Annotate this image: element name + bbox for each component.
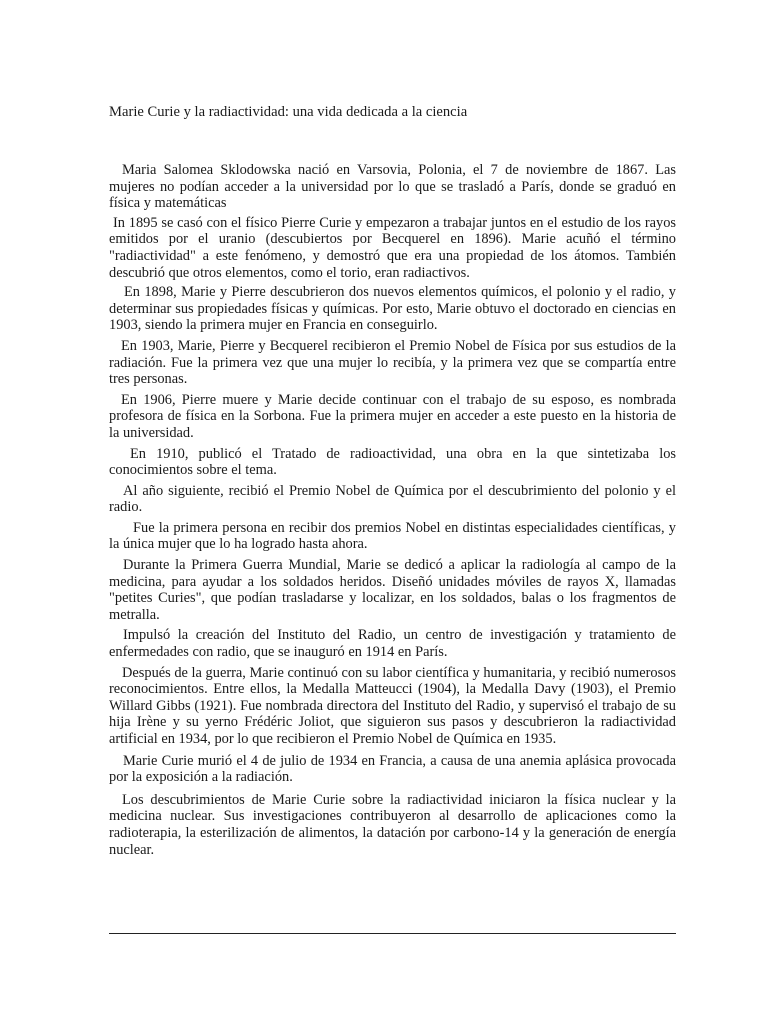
paragraph-treatise: En 1910, publicó el Tratado de radioactividad, una obra en la que sintetizaba los conocimientos sobre el tema. [109, 445, 676, 479]
paragraph-world-war: Durante la Primera Guerra Mundial, Marie se dedicó a aplicar la radiología al campo de la medicina, para ayudar a los soldados heridos. Diseñó unidades móviles de rayos X, llamadas "petites Curies", que podían trasladarse y localizar, en los soldados, balas o los fragmentos de metralla. [109, 557, 676, 623]
paragraph-radium-institute: Impulsó la creación del Instituto del Radio, un centro de investigación y tratamiento de enfermedades con radio, que se inauguró en 1914 en París. [109, 627, 676, 661]
paragraph-sorbonne: En 1906, Pierre muere y Marie decide continuar con el trabajo de su esposo, es nombrada profesora de física en la Sorbona. Fue la primera mujer en acceder a este puesto en la historia de la universidad. [109, 391, 676, 441]
paragraph-death: Marie Curie murió el 4 de julio de 1934 en Francia, a causa de una anemia aplásica provocada por la exposición a la radiación. [109, 752, 676, 786]
document-title: Marie Curie y la radiactividad: una vida dedicada a la ciencia [109, 104, 468, 120]
paragraph-nobel-chemistry: Al año siguiente, recibió el Premio Nobel de Química por el descubrimiento del polonio y el radio. [109, 482, 676, 516]
paragraph-birth: Maria Salomea Sklodowska nació en Varsovia, Polonia, el 7 de noviembre de 1867. Las mujeres no podían acceder a la universidad por lo que se trasladó a París, donde se graduó en física y matemáticas [109, 162, 676, 212]
paragraph-nobel-physics: En 1903, Marie, Pierre y Becquerel recibieron el Premio Nobel de Física por sus estudios de la radiación. Fue la primera vez que una mujer lo recibía, y la primera vez que se compartía entre tres personas. [109, 337, 676, 388]
paragraph-two-nobels: Fue la primera persona en recibir dos premios Nobel en distintas especialidades científicas, y la única mujer que lo ha logrado hasta ahora. [109, 519, 676, 553]
document-body [109, 162, 676, 858]
footer-divider [109, 933, 676, 934]
paragraph-recognitions: Después de la guerra, Marie continuó con su labor científica y humanitaria, y recibió numerosos reconocimientos. Entre ellos, la Medalla Matteucci (1904), la Medalla Davy (1903), el Premio Willard Gibbs (1921). Fue nombrada directora del Instituto del Radio, y supervisó el trabajo de su hija Irène y su yerno Frédéric Joliot, que siguieron sus pasos y descubrieron la radiactividad artificial en 1934, por lo que recibieron el Premio Nobel de Química en 1935. [109, 664, 676, 747]
paragraph-marriage: In 1895 se casó con el físico Pierre Curie y empezaron a trabajar juntos en el estudio de los rayos emitidos por el uranio (descubiertos por Becquerel en 1896). Marie acuñó el término "radiactividad" a este fenómeno, y demostró que era una propiedad de los átomos. También descubrió que otros elementos, como el torio, eran radiactivos. [109, 214, 676, 281]
paragraph-discovery: En 1898, Marie y Pierre descubrieron dos nuevos elementos químicos, el polonio y el radio, y determinar sus propiedades físicas y químicas. Por esto, Marie obtuvo el doctorado en ciencias en 1903, siendo la primera mujer en Francia en conseguirlo. [109, 284, 676, 334]
paragraph-legacy: Los descubrimientos de Marie Curie sobre la radiactividad iniciaron la física nuclear y la medicina nuclear. Sus investigaciones contribuyeron al desarrollo de aplicaciones como la radioterapia, la esterilización de alimentos, la datación por carbono-14 y la generación de energía nuclear. [109, 791, 676, 858]
